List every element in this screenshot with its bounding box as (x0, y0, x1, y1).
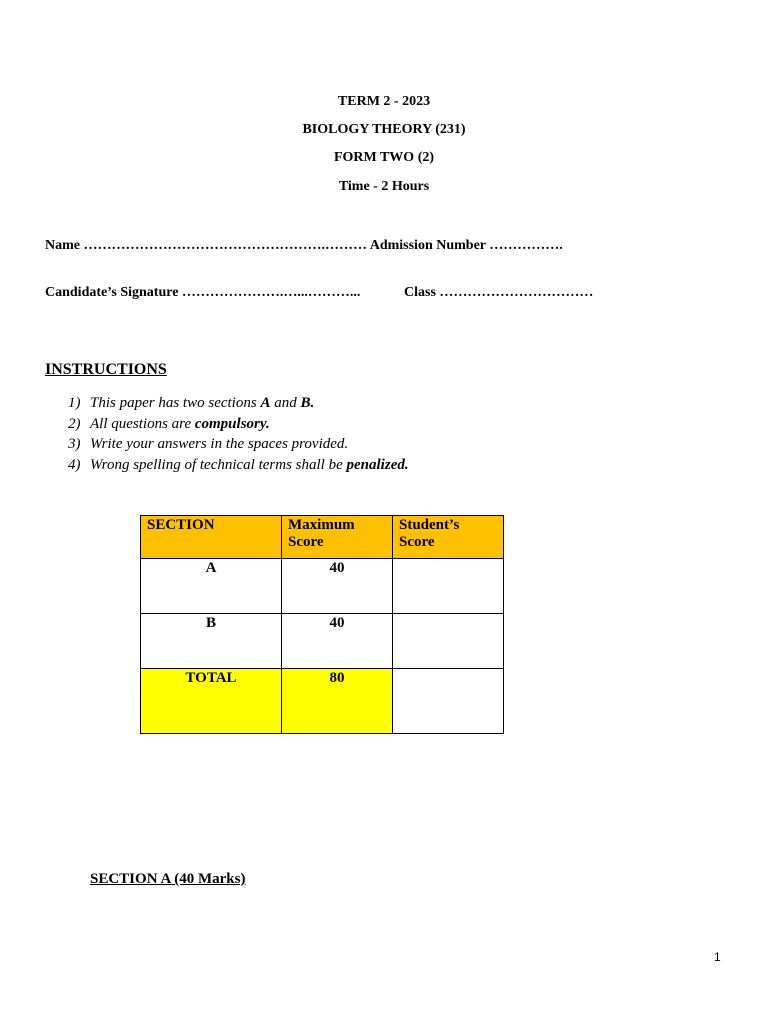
student-score-cell[interactable] (393, 614, 504, 669)
subject-heading: BIOLOGY THEORY (231) (302, 122, 466, 137)
score-table (140, 515, 504, 734)
total-label-cell: TOTAL (141, 669, 282, 734)
header-section: SECTION (141, 516, 282, 559)
page-number: 1 (714, 950, 721, 964)
instructions-title: INSTRUCTIONS (45, 361, 167, 378)
max-score-cell: 40 (282, 614, 393, 669)
instruction-item: 4) Wrong spelling of technical terms shall be penalized. (68, 456, 409, 473)
max-score-cell: 40 (282, 559, 393, 614)
student-score-cell[interactable] (393, 559, 504, 614)
header-max-score: Maximum Score (282, 516, 393, 559)
instruction-item: 1) This paper has two sections A and B. (68, 395, 315, 411)
instruction-item: 2) All questions are compulsory. (68, 415, 270, 432)
signature-field: Candidate’s Signature ………………….…...………... (45, 285, 361, 300)
table-row (141, 559, 504, 614)
term-heading: TERM 2 - 2023 (337, 94, 431, 109)
total-row (141, 669, 504, 734)
name-admission-field: Name …………………………………………….……… Admission Number ……………. (45, 238, 563, 253)
section-a-heading: SECTION A (40 Marks) (90, 871, 246, 887)
instructions-list (68, 393, 409, 475)
table-header-row (141, 516, 504, 559)
instruction-item: 3) Write your answers in the spaces provided. (68, 436, 349, 452)
table-row (141, 614, 504, 669)
header-student-score: Student’s Score (393, 516, 504, 559)
class-field: Class …………………………… (404, 285, 594, 300)
form-heading: FORM TWO (2) (333, 150, 435, 165)
section-cell: B (141, 614, 282, 669)
total-max-cell: 80 (282, 669, 393, 734)
section-cell: A (141, 559, 282, 614)
total-student-cell[interactable] (393, 669, 504, 734)
time-heading: Time - 2 Hours (338, 179, 430, 194)
